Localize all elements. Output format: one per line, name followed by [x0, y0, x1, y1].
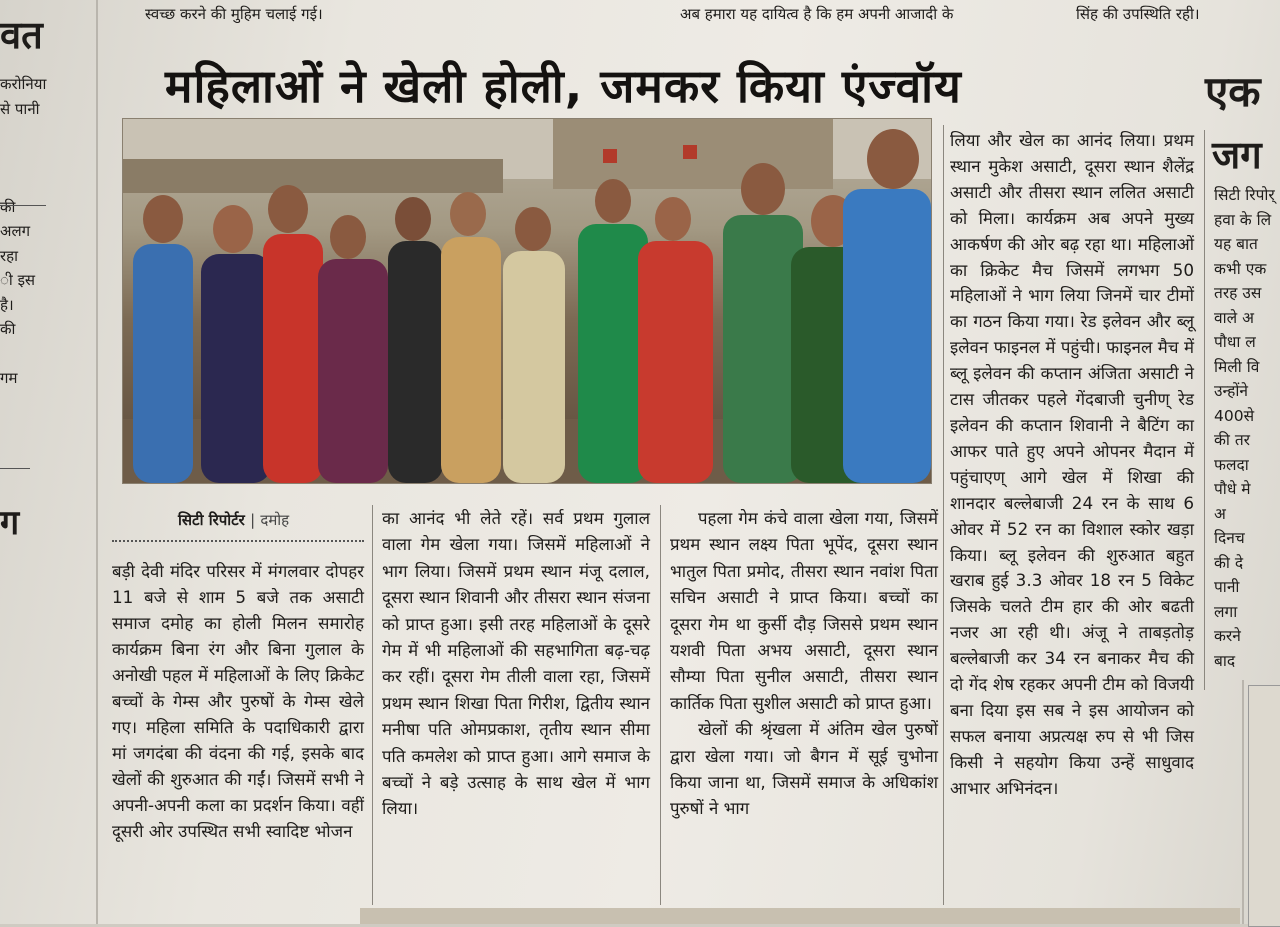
left-edge-line: करोनिया	[0, 75, 47, 93]
left-edge-rule	[0, 205, 46, 206]
right-column-rule	[1204, 130, 1205, 690]
right-edge-heading: एक	[1205, 67, 1261, 116]
article-headline: महिलाओं ने खेली होली, जमकर किया एंज्वॉय	[165, 59, 962, 113]
article-column-1	[112, 558, 364, 844]
right-edge-line: की दे	[1214, 553, 1244, 572]
left-edge-column	[0, 72, 46, 391]
right-edge-line: कभी एक	[1214, 259, 1267, 278]
right-edge-line: लगा	[1214, 602, 1238, 621]
left-edge-line: की	[0, 197, 16, 216]
right-edge-line: हवा के लि	[1214, 210, 1272, 229]
group-photo	[122, 118, 932, 484]
right-edge-box	[1248, 685, 1280, 927]
left-edge-line	[0, 170, 46, 195]
left-edge-line	[0, 342, 46, 367]
article-column-4-text: लिया और खेल का आनंद लिया। प्रथम स्थान मुकेश असाटी, दूसरा स्थान शैलेंद्र असाटी और तीसरा स्थान ललित असाटी को मिला। कार्यक्रम अब अपने मुख्य आकर्षण की ओर बढ़ रहा था। महिलाओं का क्रिकेट मैच जिसमें लगभग 50 महिलाओं ने भाग लिया जिनमें चार टीमों का गठन किया गया। रेड इलेवन और ब्लू इलेवन फाइनल में पहुंची। फाइनल मैच में ब्लू इलेवन की कप्तान अंजिता असाटी ने टास जीतकर पहले गेंदबाजी चुनीण् रेड इलेवन की कप्तान शिवानी ने बैटिंग का आफर पाते हुए अपने ओपनर मैदान में पहुंचाएण् आगे खेल में शिखा की शानदार बल्लेबाजी 24 रन के साथ 6 ओवर में 52 रन का विशाल स्कोर खड़ा किया। ब्लू इलेवन की शुरुआत बहुत खराब हुई 3.3 ओवर 18 रन 5 विकेट जिसके चलते टीम हार की ओर बढती नजर आ रही थी। अंजू ने ताबड़तोड़ बल्लेबाजी कर 34 रन बनाकर मैच की दो गेंद शेष रहकर अपनी टीम को विजयी बना दिया इस सब ने इस आयोजन को सफल बनाया अप्रत्यक्ष रुप से भी जिस किसी ने सहयोग किया उन्हें साधुवाद आभार अभिनंदन।	[950, 130, 1194, 798]
right-edge-line: पानी	[1214, 578, 1240, 596]
byline-place: दमोह	[260, 511, 290, 529]
left-edge-rule-2	[0, 468, 30, 469]
page-fold-line	[96, 0, 98, 924]
left-edge-line: है।	[0, 295, 14, 314]
top-line-right: सिंह की उपस्थिति रही।	[1076, 5, 1200, 23]
left-edge-bottom-heading: ग	[0, 503, 20, 543]
left-edge-line: से पानी	[0, 99, 40, 118]
right-edge-line: बाद	[1214, 651, 1236, 670]
right-edge-line: फलदा	[1214, 455, 1249, 474]
right-edge-line: पौधे मे	[1214, 480, 1251, 498]
left-edge-line: ी इस	[0, 271, 36, 289]
byline-divider	[112, 540, 364, 542]
right-edge-line: मिली वि	[1214, 357, 1260, 376]
column-rule-2	[660, 505, 661, 905]
article-column-3-paragraph-2: खेलों की श्रृंखला में अंतिम खेल पुरुषों द्वारा खेला गया। जो बैगन में सूई चुभोना किया जाना था, जिसमें समाज के अधिकांश पुरुषों ने भाग	[670, 719, 938, 819]
right-edge-line: उन्होंने	[1214, 382, 1248, 400]
bottom-strip	[360, 908, 1240, 924]
right-edge-line: अ	[1214, 504, 1226, 523]
byline	[178, 510, 289, 530]
group-photo-women-icon	[123, 119, 931, 483]
right-edge-line: पौधा ल	[1214, 333, 1256, 351]
article-column-3-paragraph-1: पहला गेम कंचे वाला खेला गया, जिसमें प्रथम स्थान लक्ष्य पिता भूपेंद, दूसरा स्थान भातुल पिता प्रमोद, तीसरा स्थान नवांश पिता सचिन असाटी ने प्राप्त किया। बच्चों का दूसरा गेम था कुर्सी दौड़ जिससे प्रथम स्थान यशवी पिता अभय असाटी, दूसरा स्थान सौम्या पिता सुनील असाटी, तीसरा स्थान कार्तिक पिता सुशील असाटी को प्राप्त हुआ।	[670, 508, 938, 713]
column-rule-3	[943, 125, 944, 905]
right-edge-line: सिटी रिपोर्	[1214, 186, 1275, 204]
top-line-middle: अब हमारा यह दायित्व है कि हम अपनी आजादी के	[680, 5, 954, 23]
article-column-2	[382, 505, 650, 822]
right-edge-line: दिनच	[1214, 529, 1245, 547]
left-edge-line: गम	[0, 369, 18, 387]
left-edge-heading: वत	[0, 13, 43, 57]
left-edge-line: अलग	[0, 222, 31, 240]
article-column-1-text: बड़ी देवी मंदिर परिसर में मंगलवार दोपहर 11 बजे से शाम 5 बजे तक असाटी समाज दमोह का होली मिलन समारोह कार्यक्रम बिना रंग और बिना गुलाल के अनोखी पहल में महिलाओं के लिए क्रिकेट बच्चों के गेम्स और पुरुषों के गेम्स खेले गए। महिला समिति के पदाधिकारी द्वारा मां जगदंबा की वंदना की गई, इसके बाद खेलों की शुरुआत की गईं। जिसमें सभी ने अपनी-अपनी कला का प्रदर्शन किया। वहीं दूसरी ओर उपस्थित सभी स्वादिष्ट भोजन	[112, 561, 364, 841]
right-edge-line: 400से	[1214, 406, 1255, 425]
byline-separator: |	[250, 511, 256, 529]
article-column-3	[670, 505, 938, 822]
article-column-4	[950, 128, 1194, 802]
right-edge-subheading: जग	[1212, 133, 1262, 177]
right-fold	[1242, 680, 1244, 924]
right-edge-line: की तर	[1214, 431, 1251, 449]
left-edge-line	[0, 121, 46, 146]
column-rule-1	[372, 505, 373, 905]
left-edge-line: की	[0, 320, 16, 338]
right-edge-line: करने	[1214, 627, 1241, 645]
left-edge-line: रहा	[0, 246, 18, 265]
byline-reporter: सिटी रिपोर्टर	[178, 511, 245, 529]
left-edge-line	[0, 146, 46, 171]
right-edge-line: तरह उस	[1214, 284, 1262, 302]
right-edge-line: यह बात	[1214, 235, 1258, 253]
top-line-left: स्वच्छ करने की मुहिम चलाई गई।	[145, 5, 323, 23]
right-edge-line: वाले अ	[1214, 308, 1254, 327]
right-edge-column	[1214, 183, 1275, 673]
article-column-2-text: का आनंद भी लेते रहें। सर्व प्रथम गुलाल वाला गेम खेला गया। जिसमें महिलाओं ने भाग लिया। जिसमें प्रथम स्थान मंजू दलाल, दूसरा स्थान शिवानी और तीसरा स्थान संजना को प्राप्त हुआ। इसी तरह महिलाओं के दूसरे गेम में भी महिलाओं की सहभागिता बढ़-चढ़ कर रहीं। दूसरा गेम तीली वाला रहा, जिसमें प्रथम स्थान शिखा पिता गिरीश, द्वितीय स्थान मनीषा पति ओमप्रकाश, तृतीय स्थान सीमा पति कमलेश को प्राप्त हुआ। आगे समाज के बच्चों ने बड़े उत्साह के साथ खेल में भाग लिया।	[382, 508, 650, 819]
